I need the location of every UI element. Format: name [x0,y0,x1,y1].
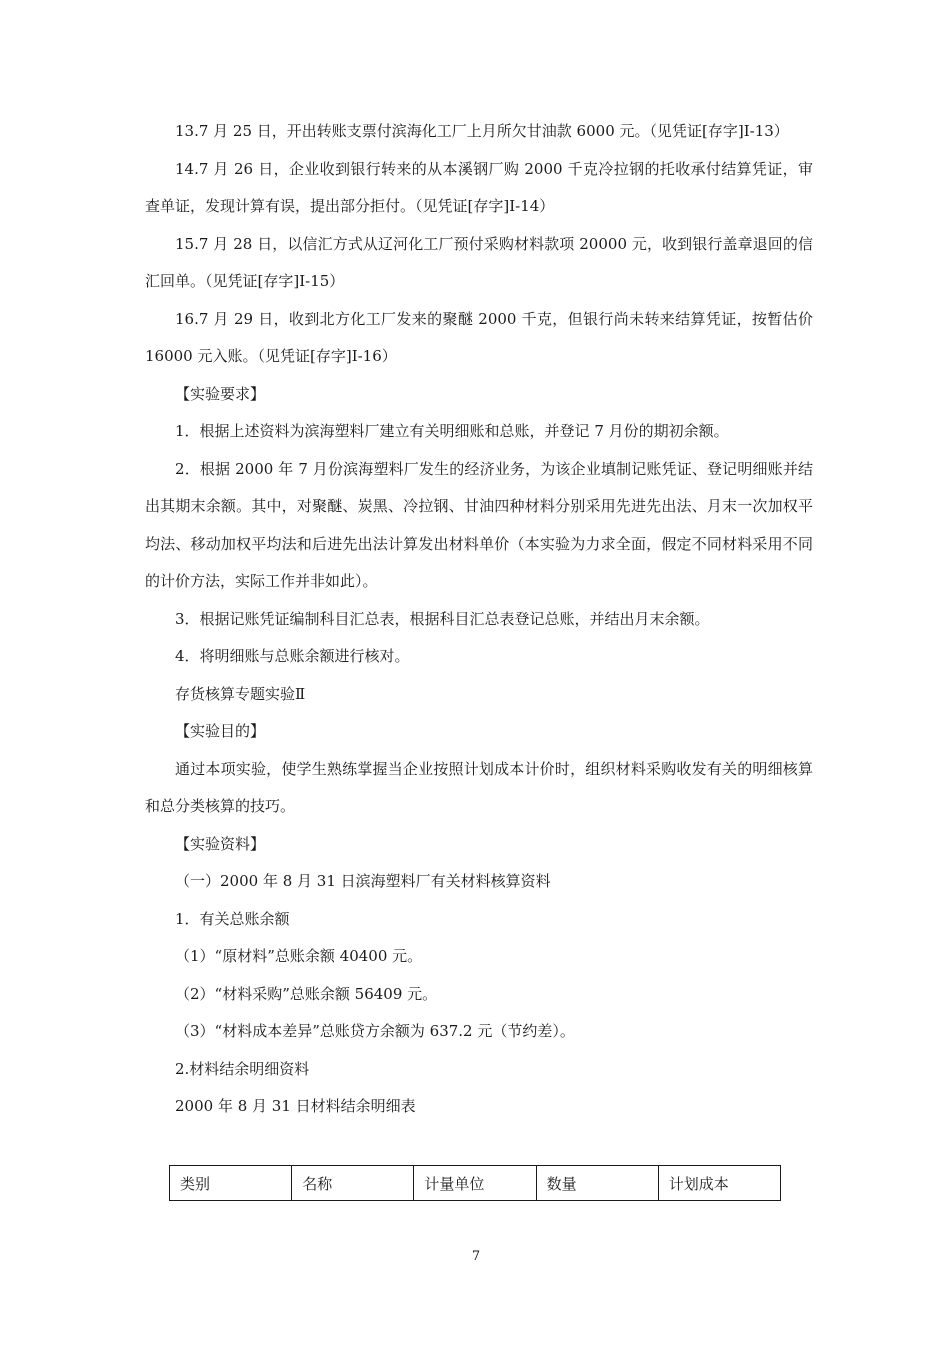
paragraph: 15.7 月 28 日，以信汇方式从辽河化工厂预付采购材料款项 20000 元，收到银行盖章退回的信汇回单。（见凭证[存字]Ⅰ-15） [145,234,813,290]
paragraph: 16.7 月 29 日，收到北方化工厂发来的聚醚 2000 千克，但银行尚未转来结算凭证，按暂估价 16000 元入账。（见凭证[存字]Ⅰ-16） [145,309,813,365]
paragraph: 3．根据记账凭证编制科目汇总表，根据科目汇总表登记总账，并结出月末余额。 [175,609,710,628]
header-cell-planned-cost: 计划成本 [658,1166,780,1201]
section-heading: 【实验资料】 [175,834,266,853]
table-caption: 2000 年 8 月 31 日材料结余明细表 [175,1097,416,1115]
section-title: 存货核算专题实验Ⅱ [175,684,306,703]
paragraph: （一）2000 年 8 月 31 日滨海塑料厂有关材料核算资料 [175,872,551,890]
paragraph: （3）“材料成本差异”总账贷方余额为 637.2 元（节约差）。 [175,1022,575,1040]
material-balance-table [169,1165,781,1201]
header-cell-name: 名称 [292,1166,414,1201]
header-cell-category: 类别 [170,1166,292,1201]
header-cell-quantity: 数量 [536,1166,658,1201]
paragraph: 1．根据上述资料为滨海塑料厂建立有关明细账和总账，并登记 7 月份的期初余额。 [175,422,729,440]
paragraph: 4．将明细账与总账余额进行核对。 [175,647,410,665]
header-cell-unit: 计量单位 [414,1166,536,1201]
paragraph: （2）“材料采购”总账余额 56409 元。 [175,984,438,1003]
section-heading: 【实验要求】 [175,384,266,403]
document-body [145,113,813,1126]
page-number: 7 [471,1249,481,1264]
paragraph: （1）“原材料”总账余额 40400 元。 [175,947,423,965]
paragraph: 2.材料结余明细资料 [175,1059,310,1078]
paragraph: 1．有关总账余额 [175,909,290,928]
paragraph: 14.7 月 26 日，企业收到银行转来的从本溪钢厂购 2000 千克冷拉钢的托收承付结算凭证，审查单证，发现计算有误，提出部分拒付。（见凭证[存字]Ⅰ-14） [145,159,813,215]
section-heading: 【实验目的】 [175,722,266,740]
paragraph: 13.7 月 25 日，开出转账支票付滨海化工厂上月所欠甘油款 6000 元。（见凭证[存字]Ⅰ-13） [175,122,789,140]
paragraph: 通过本项实验，使学生熟练掌握当企业按照计划成本计价时，组织材料采购收发有关的明细核算和总分类核算的技巧。 [145,759,813,815]
paragraph: 2．根据 2000 年 7 月份滨海塑料厂发生的经济业务，为该企业填制记账凭证、登记明细账并结出其期末余额。其中，对聚醚、炭黑、冷拉钢、甘油四种材料分别采用先进先出法、月末一次加权平均法、移动加权平均法和后进先出法计算发出材料单价（本实验为力求全面，假定不同材料采用不同的计价方法，实际工作并非如此）。 [145,459,813,590]
table-header-row [170,1166,781,1201]
